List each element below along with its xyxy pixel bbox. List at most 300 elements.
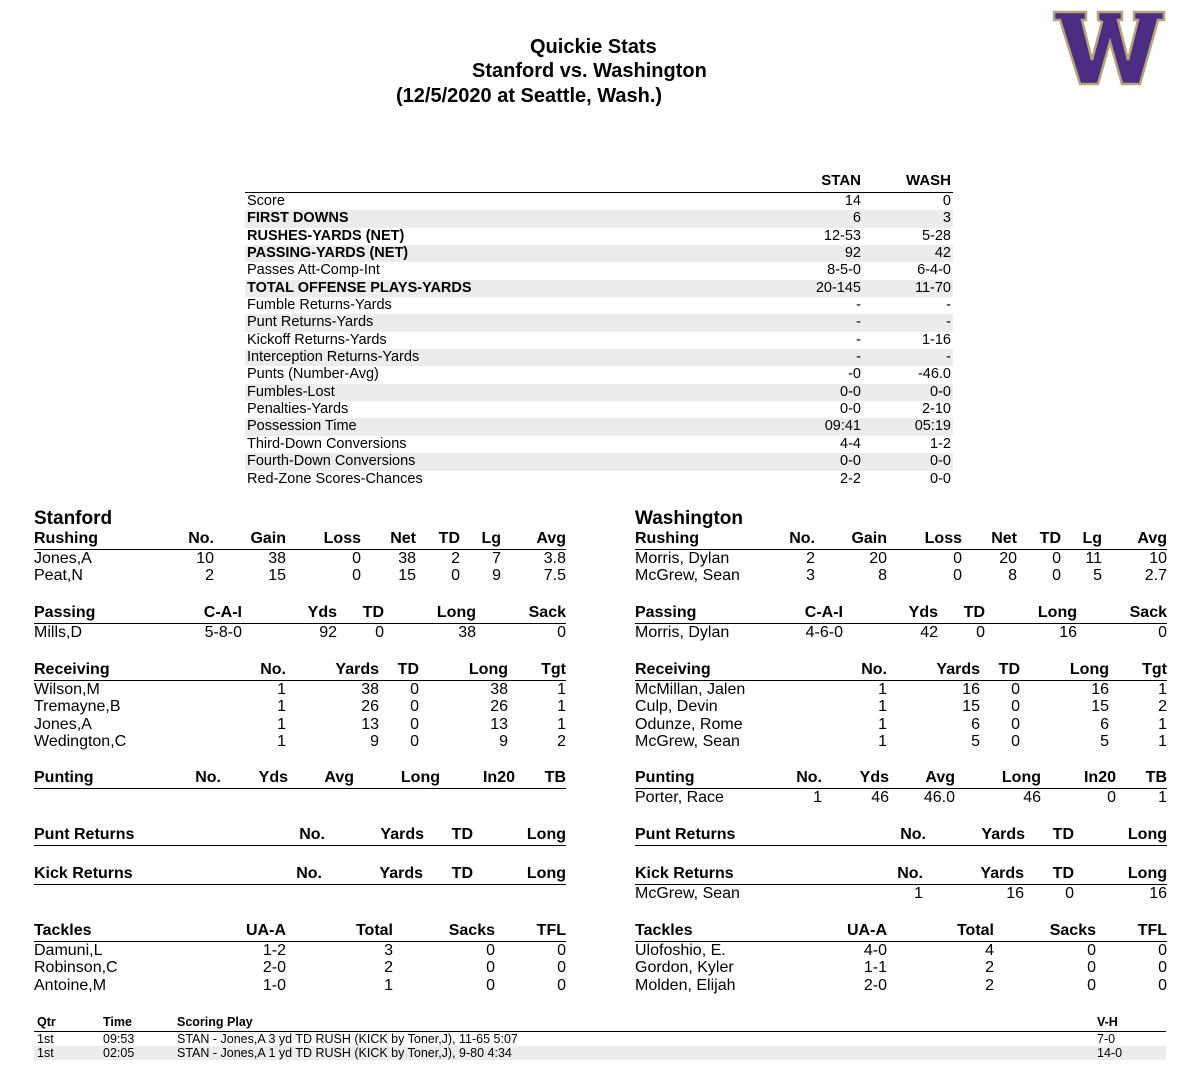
team-stat-label: Kickoff Returns-Yards <box>247 331 387 348</box>
receiving-column-header: Long <box>468 661 508 678</box>
punt-returns-column-header: TD <box>1052 826 1074 843</box>
stan-stat-value: 8-5-0 <box>827 262 861 279</box>
stat-value: 0 <box>1052 550 1061 567</box>
punting-column-header: No. <box>796 769 822 786</box>
player-name: Wilson,M <box>34 681 100 698</box>
team-stat-label: PASSING-YARDS (NET) <box>247 245 409 262</box>
receiving-column-header: Receiving <box>635 661 711 678</box>
rushing-column-header: No. <box>789 530 815 547</box>
player-name: Gordon, Kyler <box>635 959 734 977</box>
receiving-column-header: Tgt <box>1142 661 1167 678</box>
stat-value: 1 <box>878 698 887 716</box>
kick-returns-column-header: Long <box>1127 865 1167 882</box>
stan-stat-value: 12-53 <box>823 227 861 244</box>
team-stat-label: FIRST DOWNS <box>247 210 349 227</box>
stat-value: 38 <box>490 681 508 698</box>
stat-value: 9 <box>499 732 508 750</box>
punting-column-header: Punting <box>635 769 695 786</box>
wash-stat-value: 1-2 <box>930 435 951 452</box>
stat-value: 15 <box>1091 698 1109 716</box>
washington-punt-returns-section <box>635 826 1167 846</box>
stat-value: 46 <box>1023 789 1041 806</box>
stat-value: 0 <box>486 942 495 959</box>
passing-header <box>34 604 566 624</box>
stat-value: 38 <box>361 681 379 698</box>
punting-header <box>34 769 566 789</box>
stat-value: 0 <box>1011 732 1020 750</box>
washington-receiving-section <box>635 661 1167 750</box>
stan-stat-value: 0-0 <box>840 383 861 400</box>
stanford-receiving-section <box>34 661 566 750</box>
tackles-row <box>34 959 566 976</box>
washington-kick-returns-section <box>635 865 1167 902</box>
wash-stat-value: 42 <box>934 245 951 262</box>
stat-value: 20 <box>999 550 1017 567</box>
stan-stat-value: - <box>856 297 861 314</box>
scoring-play: STAN - Jones,A 3 yd TD RUSH (KICK by Toner,J), 11-65 5:07 <box>177 1032 518 1046</box>
scoring-summary <box>34 1012 1166 1060</box>
stanford-punt-returns-section <box>34 826 566 846</box>
scoring-vh: 14-0 <box>1097 1046 1123 1060</box>
player-name: Ulofoshio, E. <box>635 942 726 959</box>
stat-value: 2 <box>205 567 214 585</box>
wash-stat-value: 11-70 <box>914 279 951 296</box>
washington-rushing-section <box>635 530 1167 585</box>
stat-value: 0 <box>410 698 419 716</box>
player-name: Peat,N <box>34 567 83 585</box>
stat-value: 46.0 <box>923 789 955 806</box>
wash-stat-value: 5-28 <box>921 227 951 244</box>
rushing-column-header: Lg <box>1082 530 1102 547</box>
tackles-row <box>635 942 1167 959</box>
tackles-column-header: UA-A <box>847 922 887 939</box>
punt-returns-column-header: Long <box>526 826 566 843</box>
player-name: Jones,A <box>34 715 92 733</box>
team-stat-row <box>245 436 953 453</box>
stat-value: 15 <box>398 567 416 585</box>
punting-row <box>635 789 1167 806</box>
stat-value: 0 <box>1011 681 1020 698</box>
stat-value: 2-0 <box>863 976 887 994</box>
rushing-header <box>635 530 1167 550</box>
wash-stat-value: -46.0 <box>917 366 951 383</box>
receiving-column-header: Long <box>1069 661 1109 678</box>
stan-stat-value: 09:41 <box>824 418 861 435</box>
stanford-kick-returns-section <box>34 865 566 885</box>
washington-punting-section <box>635 769 1167 806</box>
stat-value: 5 <box>971 732 980 750</box>
rushing-column-header: Gain <box>250 530 286 547</box>
scoring-play-row <box>34 1046 1166 1060</box>
stat-value: 10 <box>1149 550 1167 567</box>
stat-value: 0 <box>1087 976 1096 994</box>
stat-value: 38 <box>398 550 416 567</box>
team-stats-header <box>245 170 953 193</box>
stanford-passing-section <box>34 604 566 641</box>
punt-returns-column-header: TD <box>451 826 473 843</box>
punting-column-header: In20 <box>482 769 515 786</box>
receiving-column-header: No. <box>861 661 887 678</box>
stat-value: 0 <box>557 942 566 959</box>
punt-returns-column-header: Long <box>1127 826 1167 843</box>
rushing-column-header: Avg <box>1137 530 1167 547</box>
team-stat-row <box>245 297 953 314</box>
tackles-row <box>34 977 566 994</box>
tackles-column-header: Tackles <box>34 922 92 939</box>
vh-header: V-H <box>1097 1015 1118 1029</box>
tackles-column-header: Total <box>956 922 994 939</box>
kick-returns-column-header: No. <box>296 865 322 882</box>
kick-returns-column-header: TD <box>451 865 473 882</box>
stat-value: 16 <box>1006 885 1024 902</box>
stat-value: 0 <box>410 715 419 733</box>
team-stat-label: RUSHES-YARDS (NET) <box>247 227 405 244</box>
kick-returns-column-header: Kick Returns <box>635 865 734 882</box>
punting-column-header: Long <box>400 769 440 786</box>
passing-column-header: C-A-I <box>804 604 843 621</box>
team-stat-label: Score <box>247 193 285 209</box>
stat-value: 7.5 <box>543 567 566 585</box>
stat-value: 1-2 <box>262 942 286 959</box>
stat-value: 11 <box>1085 550 1102 567</box>
passing-column-header: Long <box>436 604 476 621</box>
passing-column-header: Yds <box>908 604 938 621</box>
team-stat-label: Fumble Returns-Yards <box>247 297 392 314</box>
stat-value: 2 <box>557 732 566 750</box>
stat-value: 16 <box>962 681 980 698</box>
rushing-column-header: TD <box>438 530 460 547</box>
stat-value: 2-0 <box>262 959 286 977</box>
matchup-title: Stanford vs. Washington <box>472 60 707 82</box>
team-stat-label: Interception Returns-Yards <box>247 349 420 366</box>
tackles-row <box>34 942 566 959</box>
team-stat-row <box>245 280 953 297</box>
stat-value: 1 <box>1158 732 1167 750</box>
rushing-row <box>635 550 1167 567</box>
stat-value: 1-0 <box>262 976 286 994</box>
team-stat-label: Punt Returns-Yards <box>247 314 374 331</box>
stat-value: 26 <box>490 698 508 716</box>
passing-column-header: Sack <box>1129 604 1167 621</box>
stat-value: 2.7 <box>1144 567 1167 585</box>
player-name: McGrew, Sean <box>635 885 740 902</box>
punting-column-header: Avg <box>925 769 955 786</box>
passing-column-header: Yds <box>307 604 337 621</box>
tackles-header <box>635 922 1167 942</box>
wash-stat-value: 1-16 <box>921 331 951 348</box>
stat-value: 16 <box>1149 885 1167 902</box>
stat-value: 1 <box>277 698 286 716</box>
stat-value: 38 <box>458 624 476 641</box>
stat-value: 15 <box>962 698 980 716</box>
team-stat-row <box>245 384 953 401</box>
stat-value: 0 <box>486 959 495 977</box>
receiving-header <box>635 661 1167 681</box>
team-stat-label: Fourth-Down Conversions <box>247 453 416 470</box>
punting-column-header: Avg <box>324 769 354 786</box>
stan-stat-value: 2-2 <box>840 470 861 487</box>
player-name: Culp, Devin <box>635 698 718 716</box>
stat-value: 6 <box>971 715 980 733</box>
punt-returns-header <box>635 826 1167 846</box>
stan-stat-value: - <box>856 314 861 331</box>
stat-value: 4-6-0 <box>805 624 843 641</box>
tackles-column-header: Sacks <box>448 922 495 939</box>
stat-value: 0 <box>1052 567 1061 585</box>
stat-value: 0 <box>1065 885 1074 902</box>
wash-stat-value: 0-0 <box>930 383 951 400</box>
tackles-row <box>635 959 1167 976</box>
stat-value: 2 <box>985 976 994 994</box>
player-name: Morris, Dylan <box>635 624 730 641</box>
stat-value: 16 <box>1091 681 1109 698</box>
scoring-play-header: Scoring Play <box>177 1015 253 1029</box>
rushing-column-header: Loss <box>924 530 962 547</box>
punting-column-header: Yds <box>859 769 889 786</box>
stat-value: 1 <box>384 976 393 994</box>
wash-stat-value: - <box>946 349 951 366</box>
stanford-team-title: Stanford <box>34 508 113 529</box>
stat-value: 6 <box>1100 715 1109 733</box>
passing-column-header: C-A-I <box>203 604 242 621</box>
stan-stat-value: -0 <box>848 366 861 383</box>
tackles-column-header: TFL <box>1137 922 1167 939</box>
rushing-column-header: No. <box>188 530 214 547</box>
stan-stat-value: 0-0 <box>840 453 861 470</box>
team-stat-row <box>245 210 953 227</box>
passing-row <box>635 624 1167 641</box>
stat-value: 0 <box>1011 698 1020 716</box>
stat-value: 1 <box>813 789 822 806</box>
passing-column-header: Sack <box>528 604 566 621</box>
stat-value: 0 <box>557 624 566 641</box>
wash-stat-value: 3 <box>942 210 951 227</box>
rushing-header <box>34 530 566 550</box>
stat-value: 0 <box>1087 942 1096 959</box>
team-stats-table <box>245 170 953 488</box>
punting-column-header: In20 <box>1083 769 1116 786</box>
rushing-column-header: Net <box>991 530 1017 547</box>
receiving-column-header: TD <box>998 661 1020 678</box>
stat-value: 1 <box>557 715 566 733</box>
passing-header <box>635 604 1167 624</box>
stat-value: 0 <box>1158 959 1167 977</box>
punt-returns-column-header: No. <box>900 826 926 843</box>
stat-value: 1-1 <box>863 959 887 977</box>
team-stat-label: Passes Att-Comp-Int <box>247 262 380 279</box>
kick-returns-column-header: TD <box>1052 865 1074 882</box>
stat-value: 10 <box>196 550 214 567</box>
receiving-column-header: TD <box>397 661 419 678</box>
punting-column-header: Punting <box>34 769 94 786</box>
stat-value: 0 <box>451 567 460 585</box>
stat-value: 46 <box>871 789 889 806</box>
rushing-column-header: Gain <box>851 530 887 547</box>
punting-column-header: Long <box>1001 769 1041 786</box>
stat-value: 0 <box>1158 976 1167 994</box>
washington-w-logo-icon <box>1052 8 1166 88</box>
time-header: Time <box>103 1015 132 1029</box>
receiving-row <box>635 681 1167 698</box>
receiving-column-header: Tgt <box>541 661 566 678</box>
stan-stat-value: 6 <box>852 210 861 227</box>
stat-value: 0 <box>410 681 419 698</box>
team-stat-row <box>245 193 953 210</box>
player-name: McMillan, Jalen <box>635 681 746 698</box>
stat-value: 15 <box>268 567 286 585</box>
team-stat-label: Third-Down Conversions <box>247 435 407 452</box>
receiving-row <box>34 733 566 750</box>
stat-value: 0 <box>1011 715 1020 733</box>
receiving-row <box>34 698 566 715</box>
stat-value: 2 <box>384 959 393 977</box>
receiving-header <box>34 661 566 681</box>
stat-value: 0 <box>953 567 962 585</box>
player-name: Jones,A <box>34 550 92 567</box>
team-stat-row <box>245 245 953 262</box>
player-name: Antoine,M <box>34 976 107 994</box>
punt-returns-column-header: Yards <box>981 826 1025 843</box>
punting-column-header: TB <box>1145 769 1167 786</box>
stat-value: 3 <box>806 567 815 585</box>
qtr-header: Qtr <box>37 1015 56 1029</box>
receiving-column-header: Receiving <box>34 661 110 678</box>
receiving-column-header: Yards <box>936 661 980 678</box>
stat-value: 3 <box>384 942 393 959</box>
stat-value: 0 <box>352 550 361 567</box>
receiving-row <box>635 716 1167 733</box>
stan-column-header: STAN <box>821 172 861 189</box>
kick-returns-header <box>635 865 1167 885</box>
punt-returns-column-header: Punt Returns <box>635 826 736 843</box>
team-stat-label: Possession Time <box>247 418 357 435</box>
player-name: Porter, Race <box>635 789 724 806</box>
stat-value: 8 <box>878 567 887 585</box>
stat-value: 1 <box>914 885 923 902</box>
stat-value: 92 <box>319 624 337 641</box>
stat-value: 1 <box>1158 681 1167 698</box>
player-name: Damuni,L <box>34 942 103 959</box>
team-stat-row <box>245 314 953 331</box>
kick-returns-column-header: No. <box>897 865 923 882</box>
stat-value: 38 <box>268 550 286 567</box>
scoring-header <box>34 1012 1166 1032</box>
player-name: Wedington,C <box>34 732 127 750</box>
stat-value: 5 <box>1100 732 1109 750</box>
receiving-column-header: No. <box>260 661 286 678</box>
stat-value: 9 <box>370 732 379 750</box>
scoring-qtr: 1st <box>37 1046 54 1060</box>
rushing-column-header: Rushing <box>635 530 699 547</box>
player-name: McGrew, Sean <box>635 732 740 750</box>
stat-value: 0 <box>375 624 384 641</box>
stat-value: 0 <box>486 976 495 994</box>
kick-returns-column-header: Kick Returns <box>34 865 133 882</box>
stat-value: 1 <box>1158 715 1167 733</box>
wash-stat-value: 2-10 <box>921 401 951 418</box>
washington-passing-section <box>635 604 1167 641</box>
stat-value: 16 <box>1059 624 1077 641</box>
team-stat-row <box>245 418 953 435</box>
wash-stat-value: 05:19 <box>914 418 951 435</box>
stan-stat-value: 92 <box>844 245 861 262</box>
rushing-column-header: Avg <box>536 530 566 547</box>
stat-value: 7 <box>492 550 501 567</box>
stat-value: 2 <box>806 550 815 567</box>
stat-value: 0 <box>953 550 962 567</box>
rushing-column-header: Rushing <box>34 530 98 547</box>
player-name: Odunze, Rome <box>635 715 743 733</box>
player-name: Molden, Elijah <box>635 976 736 994</box>
passing-column-header: TD <box>362 604 384 621</box>
team-stat-label: Punts (Number-Avg) <box>247 366 379 383</box>
stat-value: 0 <box>976 624 985 641</box>
stat-value: 20 <box>869 550 887 567</box>
team-stat-row <box>245 332 953 349</box>
stan-stat-value: - <box>856 349 861 366</box>
passing-column-header: Passing <box>34 604 96 621</box>
punt-returns-header <box>34 826 566 846</box>
stan-stat-value: 14 <box>844 193 861 209</box>
kick-returns-column-header: Long <box>526 865 566 882</box>
washington-tackles-section <box>635 922 1167 994</box>
wash-column-header: WASH <box>906 172 951 189</box>
stat-value: 1 <box>878 681 887 698</box>
kick-returns-column-header: Yards <box>379 865 423 882</box>
passing-row <box>34 624 566 641</box>
wash-stat-value: - <box>946 297 951 314</box>
team-stat-row <box>245 349 953 366</box>
punt-returns-column-header: Yards <box>380 826 424 843</box>
rushing-row <box>34 567 566 584</box>
scoring-vh: 7-0 <box>1097 1032 1116 1046</box>
scoring-time: 09:53 <box>103 1032 135 1046</box>
stat-value: 1 <box>557 681 566 698</box>
team-stat-label: Penalties-Yards <box>247 401 349 418</box>
stat-value: 1 <box>277 732 286 750</box>
rushing-row <box>635 567 1167 584</box>
player-name: Morris, Dylan <box>635 550 730 567</box>
stat-value: 4 <box>985 942 994 959</box>
stat-value: 13 <box>361 715 379 733</box>
stat-value: 2 <box>451 550 460 567</box>
receiving-row <box>34 681 566 698</box>
stat-value: 0 <box>1158 942 1167 959</box>
rushing-row <box>34 550 566 567</box>
rushing-column-header: Loss <box>323 530 361 547</box>
stat-value: 1 <box>878 715 887 733</box>
scoring-play: STAN - Jones,A 1 yd TD RUSH (KICK by Toner,J), 9-80 4:34 <box>177 1046 512 1060</box>
stat-value: 0 <box>410 732 419 750</box>
team-stat-row <box>245 471 953 488</box>
kick-returns-column-header: Yards <box>980 865 1024 882</box>
stat-value: 0 <box>557 976 566 994</box>
wash-stat-value: 0-0 <box>930 453 951 470</box>
stan-stat-value: 4-4 <box>840 435 861 452</box>
receiving-row <box>34 716 566 733</box>
stat-value: 0 <box>352 567 361 585</box>
stat-value: 13 <box>490 715 508 733</box>
stat-value: 1 <box>277 681 286 698</box>
stat-value: 8 <box>1008 567 1017 585</box>
stanford-rushing-section <box>34 530 566 585</box>
passing-column-header: Passing <box>635 604 697 621</box>
kick-returns-header <box>34 865 566 885</box>
rushing-column-header: Lg <box>481 530 501 547</box>
team-stat-row <box>245 401 953 418</box>
scoring-qtr: 1st <box>37 1032 54 1046</box>
tackles-column-header: Sacks <box>1049 922 1096 939</box>
